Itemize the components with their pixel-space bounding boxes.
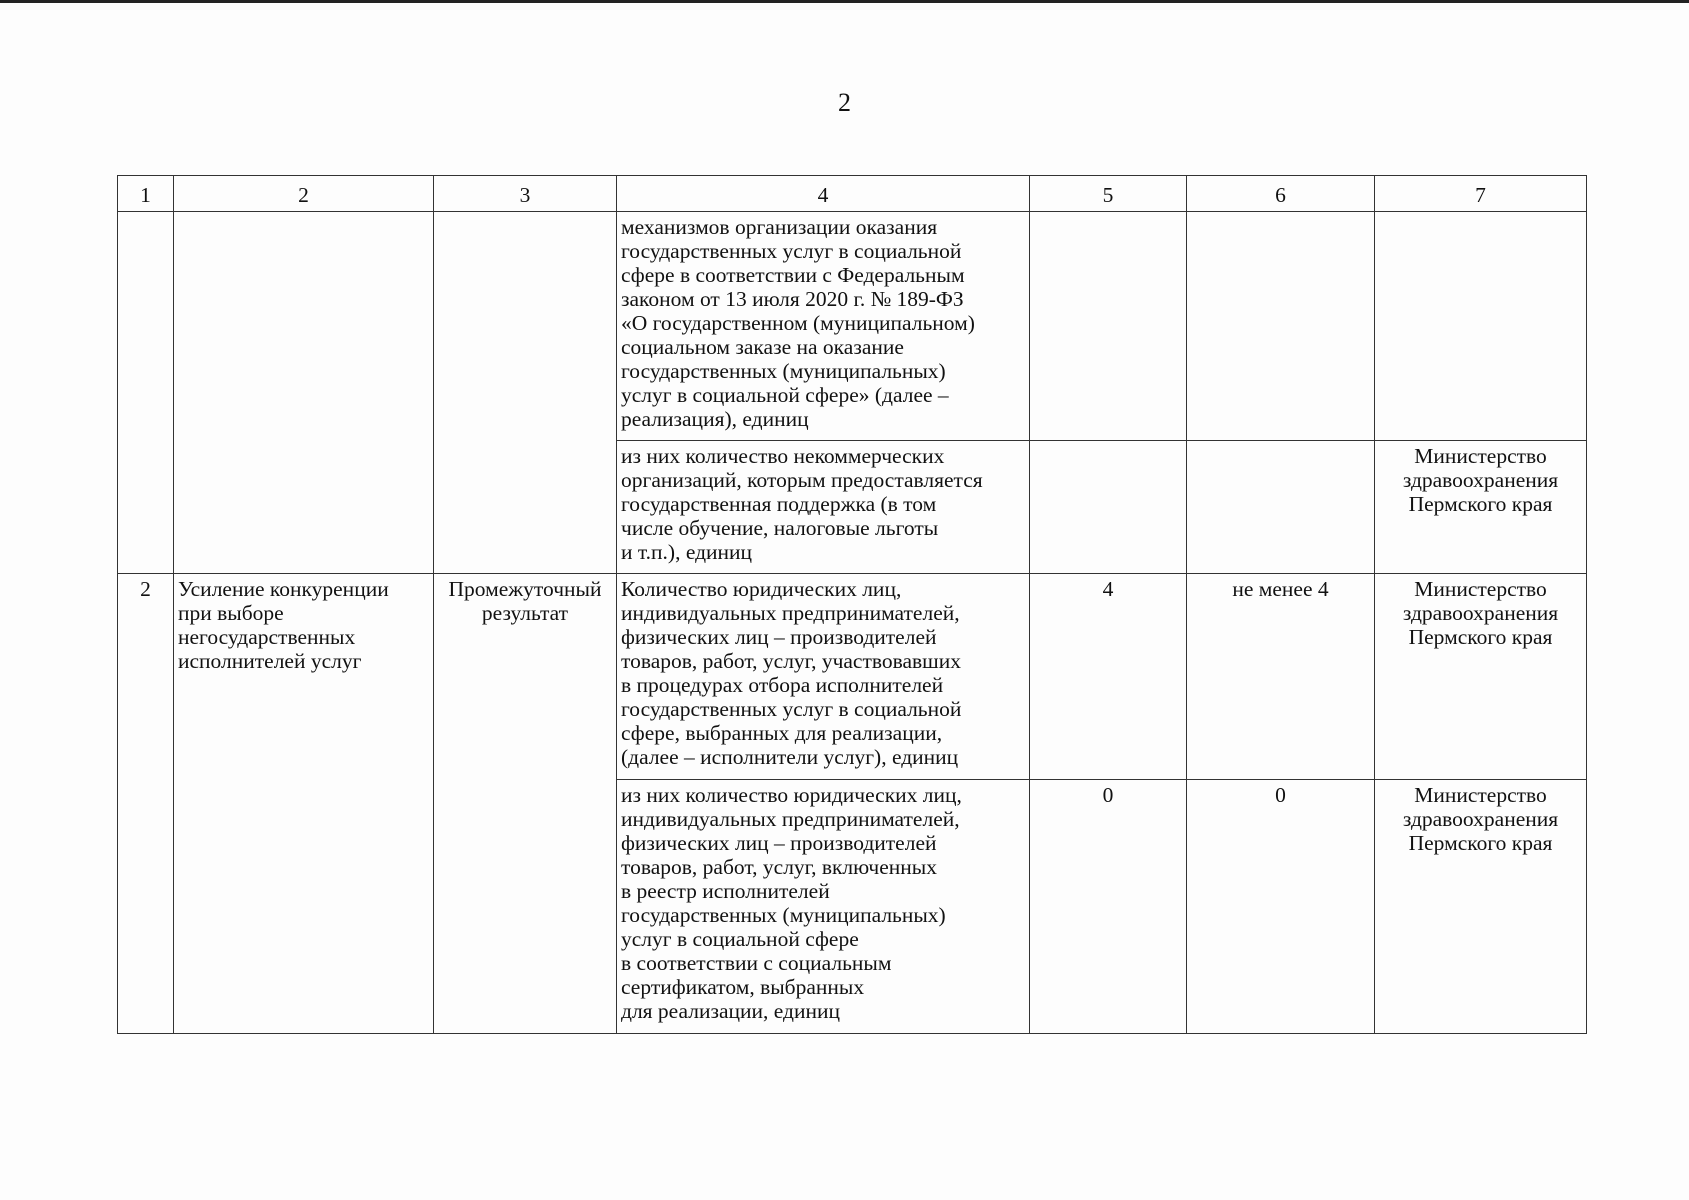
- responsible-org-cell: Министерство здравоохранения Пермского края: [1375, 780, 1587, 1034]
- indicators-table: [117, 175, 1587, 1034]
- value-base-cell: 4: [1030, 574, 1187, 780]
- value-base-cell: 0: [1030, 780, 1187, 1034]
- indicator-cell: Количество юридических лиц, индивидуальных предпринимателей, физических лиц – производителей товаров, работ, услуг, участвовавших в процедурах отбора исполнителей государственных услуг в социальной сфере, выбранных для реализации, (далее – исполнители услуг), единиц: [617, 574, 1030, 780]
- header-cell: 2: [174, 176, 434, 212]
- value-base-cell: [1030, 441, 1187, 574]
- indicator-cell: из них количество некоммерческих организаций, которым предоставляется государственная поддержка (в том числе обучение, налоговые льготы и т.п.), единиц: [617, 441, 1030, 574]
- result-type-cell: [434, 212, 617, 574]
- value-base-cell: [1030, 212, 1187, 441]
- row-number-cell: [118, 212, 174, 574]
- header-cell: 1: [118, 176, 174, 212]
- responsible-org-cell: Министерство здравоохранения Пермского края: [1375, 441, 1587, 574]
- value-target-cell: не менее 4: [1187, 574, 1375, 780]
- table-row: [118, 574, 1587, 780]
- header-cell: 3: [434, 176, 617, 212]
- responsible-org-cell: [1375, 212, 1587, 441]
- header-cell: 5: [1030, 176, 1187, 212]
- page-number: 2: [838, 88, 851, 117]
- value-target-cell: [1187, 212, 1375, 441]
- header-cell: 6: [1187, 176, 1375, 212]
- task-cell: [174, 212, 434, 574]
- task-cell: Усиление конкуренции при выборе негосударственных исполнителей услуг: [174, 574, 434, 1034]
- indicator-cell: механизмов организации оказания государственных услуг в социальной сфере в соответствии с Федеральным законом от 13 июля 2020 г. № 189-ФЗ «О государственном (муниципальном) социальном заказе на оказание государственных (муниципальных) услуг в социальной сфере» (далее – реализация), единиц: [617, 212, 1030, 441]
- table-row: [118, 212, 1587, 441]
- scan-top-edge: [0, 0, 1689, 3]
- header-cell: 4: [617, 176, 1030, 212]
- indicator-cell: из них количество юридических лиц, индивидуальных предпринимателей, физических лиц – производителей товаров, работ, услуг, включенных в реестр исполнителей государственных (муниципальных) услуг в социальной сфере в соответствии с социальным сертификатом, выбранных для реализации, единиц: [617, 780, 1030, 1034]
- result-type-cell: Промежуточный результат: [434, 574, 617, 1034]
- value-target-cell: [1187, 441, 1375, 574]
- table-header-row: [118, 176, 1587, 212]
- value-target-cell: 0: [1187, 780, 1375, 1034]
- row-number-cell: 2: [118, 574, 174, 1034]
- header-cell: 7: [1375, 176, 1587, 212]
- responsible-org-cell: Министерство здравоохранения Пермского края: [1375, 574, 1587, 780]
